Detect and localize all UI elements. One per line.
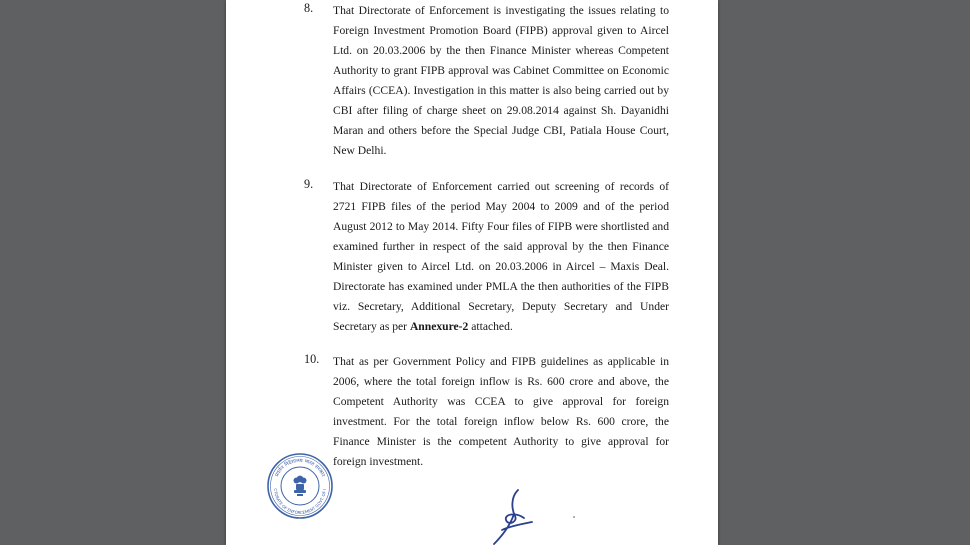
emblem-icon <box>294 476 307 496</box>
annexure-reference: Annexure-2 <box>409 320 469 333</box>
seal-bottom-text: CTORATE OF ENFORCEMENT GOVT. OF I <box>272 488 327 516</box>
svg-text:प्रवर्तन निदेशालय भारत सरकार <box>274 458 326 479</box>
document-page <box>226 0 718 545</box>
paragraph-text: That Directorate of Enforcement is investigating the issues relating to Foreign Investment Promotion Board (FIPB) approval given to Aircel Ltd. on 20.03.2006 by the then Finance Minister whereas Competent Authority to grant FIPB approval was Cabinet Committee on Economic Affairs (CCEA). Investigation in this matter is also being carried out by CBI after filing of charge sheet on 29.08.2014 against Sh. Dayanidhi Maran and others before the Special Judge CBI, Patiala House Court, New Delhi. <box>333 4 669 157</box>
paragraph-text: That as per Government Policy and FIPB guidelines as applicable in 2006, where the total foreign inflow is Rs. 600 crore and above, the Competent Authority was CCEA to give approval for foreign investment. For the total foreign inflow below Rs. 600 crore, the Finance Minister is the competent Authority to give approval for foreign investment. <box>333 355 669 468</box>
paragraph-text-part: That Directorate of Enforcement carried out screening of records of 2721 FIPB files of the period May 2004 to 2009 and of the period August 2012 to May 2014. Fifty Four files of FIPB were shortlisted and examined further in respect of the said approval by the then Finance Minister given to Aircel Ltd. on 20.03.2006 in Aircel – Maxis Deal. Directorate has examined under PMLA the then authorities of the FIPB viz. Secretary, Additional Secretary, Deputy Secretary and Under Secretary as per <box>333 180 669 333</box>
paragraph-number: 10. <box>304 352 320 366</box>
official-seal-stamp <box>266 452 334 520</box>
handwritten-signature <box>488 486 536 545</box>
seal-top-text: प्रवर्तन निदेशालय भारत सरकार <box>274 457 326 478</box>
stray-mark <box>573 516 575 518</box>
paragraph-number: 8. <box>304 1 314 15</box>
paragraph-number: 9. <box>304 177 314 191</box>
paragraph-text <box>333 177 669 337</box>
paragraph-text-part: attached. <box>468 320 513 333</box>
